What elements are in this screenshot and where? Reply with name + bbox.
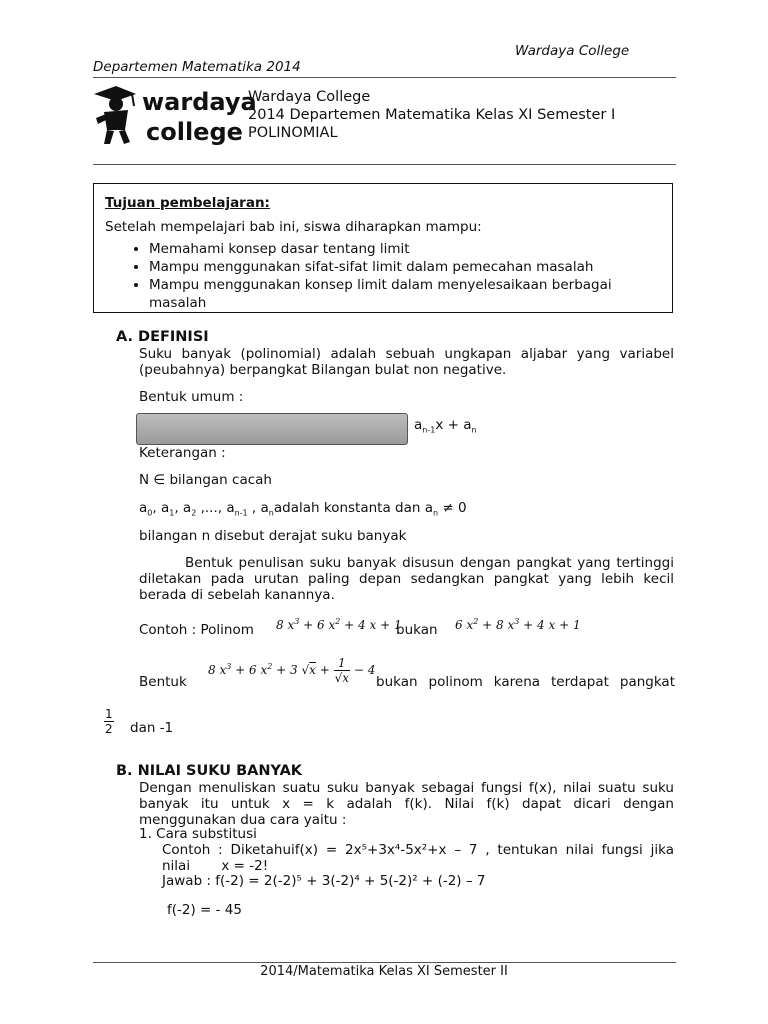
footer-divider: [93, 962, 676, 963]
document-title: [248, 88, 615, 142]
page-footer: 2014/Matematika Kelas XI Semester II: [260, 964, 508, 979]
n-definition: N ∈ bilangan cacah: [139, 472, 272, 488]
value-paragraph: Dengan menuliskan suatu suku banyak sebagai fungsi f(x), nilai suatu suku banyak itu untuk x = k adalah f(k). Nilai f(k) dapat dicari dengan menggunakan dua cara yaitu :: [139, 780, 674, 828]
method-substitution: 1. Cara substitusi: [139, 826, 257, 842]
section-b-heading: B. NILAI SUKU BANYAK: [116, 763, 303, 779]
objectives-title: Tujuan pembelajaran:: [105, 195, 270, 211]
list-item: • Mampu menggunakan sifat-sifat limit dalam pemecahan masalah: [149, 258, 669, 276]
non-polynomial-expression: 8 $x^3 + 6$ $x^2 + 3$ √x + $\frac{1}{√x}$ − 4: [208, 656, 376, 685]
svg-text:wardaya: wardaya: [142, 88, 257, 116]
formula-image-placeholder: [136, 413, 408, 445]
ordering-paragraph: Bentuk penulisan suku banyak disusun dengan pangkat yang tertinggi diletakan pada urutan paling depan sedangkan pangkat yang lebih kecil berada di sebelah kanannya.: [139, 555, 674, 603]
fraction-half: $\frac{1}{2}$: [105, 707, 113, 736]
section-a-heading: A. DEFINISI: [116, 329, 209, 345]
definition-paragraph: Suku banyak (polinomial) adalah sebuah ungkapan aljabar yang variabel (peubahnya) berpangkat Bilangan bulat non negative.: [139, 346, 674, 378]
general-form-label: Bentuk umum :: [139, 389, 244, 405]
substitution-answer: Jawab : f(-2) = 2(-2)⁵ + 3(-2)⁴ + 5(-2)² + (-2) – 7: [162, 873, 486, 889]
non-polynomial-example: 6 $x^2 + 8$ $x^3 + 4$ x + 1: [455, 617, 581, 632]
example-label: Contoh : Polinom: [139, 622, 254, 638]
degree-definition: bilangan n disebut derajat suku banyak: [139, 528, 407, 544]
form-label: Bentuk: [139, 674, 187, 690]
substitution-example: Contoh : Diketahuif(x) = 2x⁵+3x⁴-5x²+x – 7 , tentukan nilai fungsi jika nilai x = -2!: [162, 842, 674, 874]
wardaya-logo: [92, 84, 257, 148]
list-item: • Mampu menggunakan konsep limit dalam menyelesaikaan berbagai masalah: [149, 276, 669, 312]
header-divider: [93, 77, 676, 78]
constant-definition: $a_0$, $a_1$, $a_2$ ,..., $a_{n-1}$ , $a_nadalah$ konstanta dan $a_n \ne 0$: [139, 500, 467, 518]
objectives-box: [93, 183, 673, 313]
objectives-intro: Setelah mempelajari bab ini, siswa diharapkan mampu:: [105, 219, 482, 235]
svg-text:college: college: [146, 118, 243, 146]
header-college: Wardaya College: [515, 43, 630, 59]
header-department: Departemen Matematika 2014: [93, 59, 301, 75]
and-minus-one: dan -1: [130, 720, 174, 736]
title-divider: [93, 164, 676, 165]
title-college: Wardaya College: [248, 89, 371, 105]
not-label: bukan: [396, 622, 438, 638]
substitution-result: f(-2) = - 45: [167, 902, 242, 918]
description-label: Keterangan :: [139, 445, 226, 461]
formula-tail: $a_{n-1}x + a_n$: [414, 417, 477, 435]
objectives-list: [124, 240, 669, 312]
title-course: 2014 Departemen Matematika Kelas XI Semester I: [248, 107, 616, 123]
mascot-icon: [92, 84, 257, 148]
polynomial-example: 8 $x^3 + 6$ $x^2 + 4$ x + 1: [276, 617, 402, 632]
title-topic: POLINOMIAL: [248, 125, 338, 141]
list-item: • Memahami konsep dasar tentang limit: [149, 240, 669, 258]
not-polynomial-reason: bukan polinom karena terdapat pangkat: [376, 674, 675, 690]
